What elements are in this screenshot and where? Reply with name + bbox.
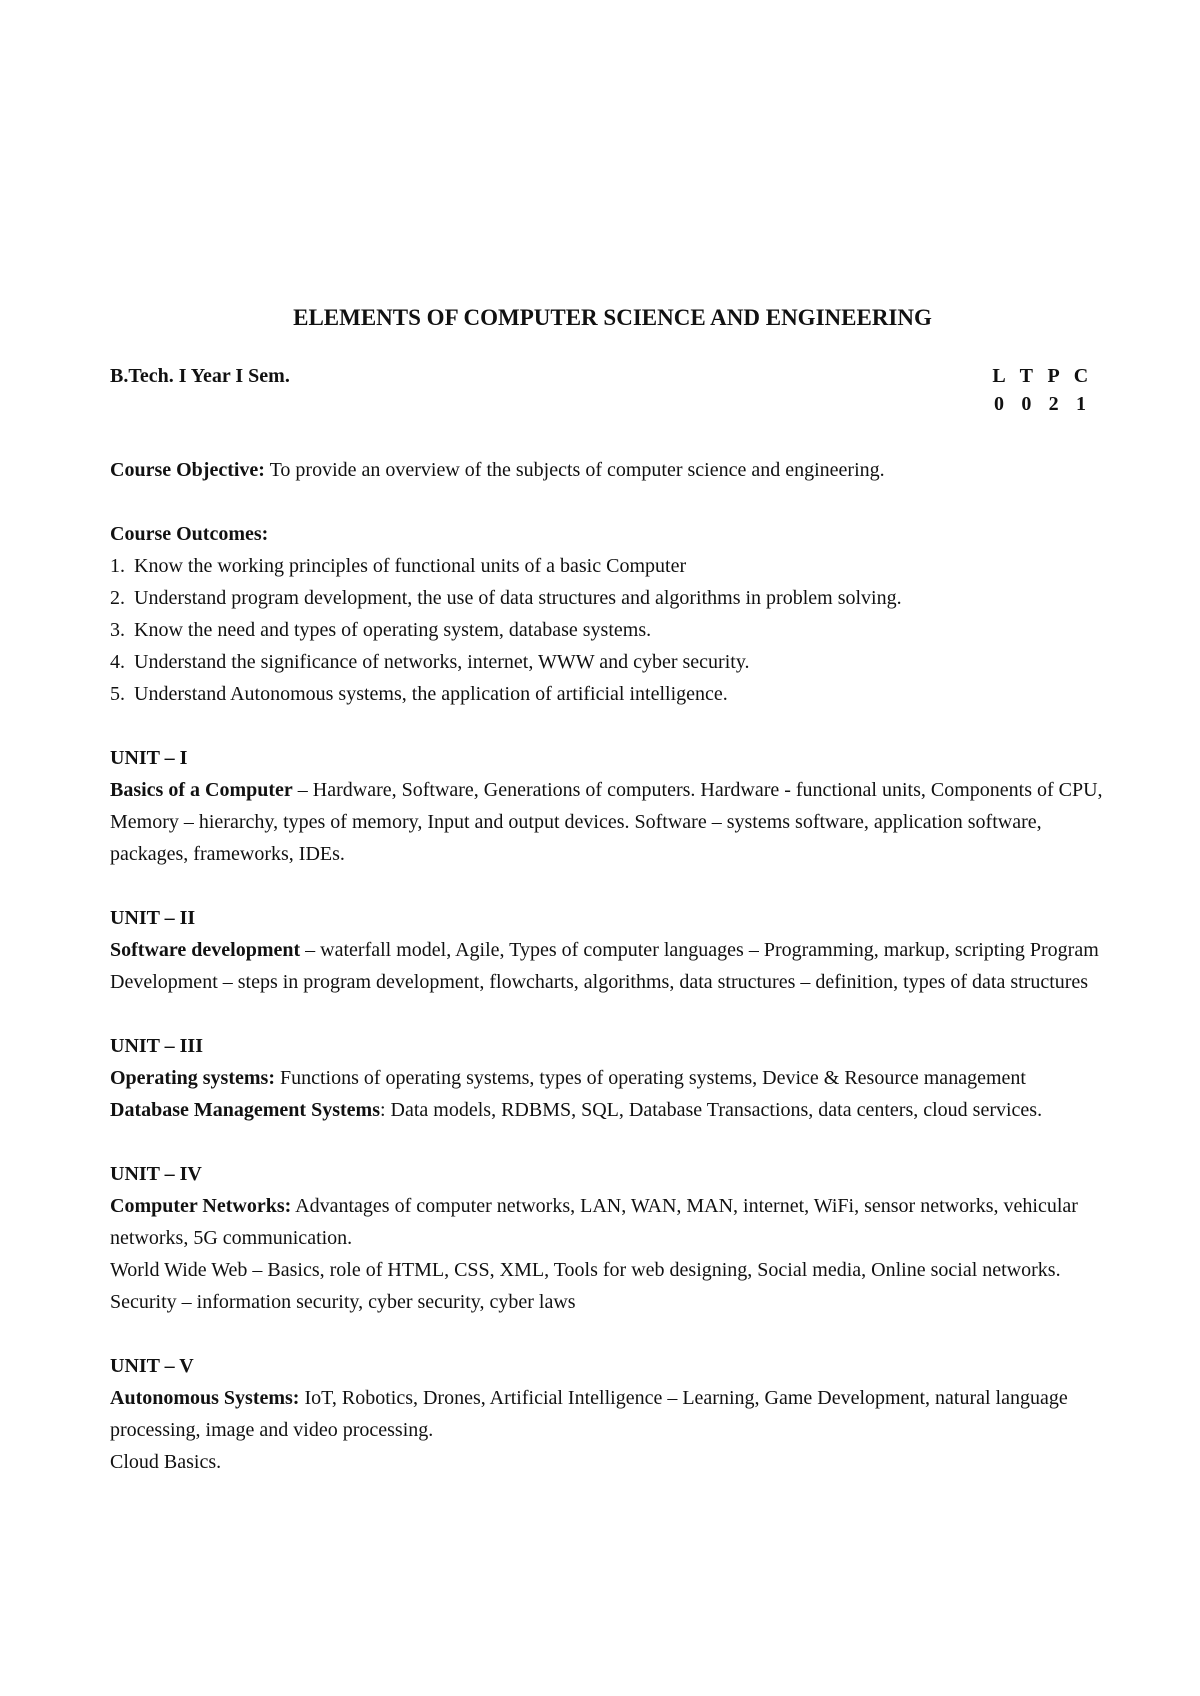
ltpc-label-t: T [1019,365,1033,387]
topic-text: : Data models, RDBMS, SQL, Database Transactions, data centers, cloud services. [379,1099,1043,1121]
topic-text: Cloud Basics. [110,1451,222,1473]
unit-heading: UNIT – III [110,1035,203,1057]
outcome-number: 1. [110,555,125,577]
topic-label: Software development [110,939,301,961]
semester-label: B.Tech. I Year I Sem. [110,365,290,387]
ltpc-label-l: L [992,365,1006,387]
outcomes-heading: Course Outcomes: [110,523,269,545]
topic-label: Operating systems: [110,1067,275,1089]
unit-paragraph [110,1382,1105,1446]
unit-heading: UNIT – V [110,1355,194,1377]
unit-1 [110,742,1105,870]
ltpc-value-t: 0 [1021,393,1032,415]
topic-text: Security – information security, cyber security, cyber laws [110,1291,576,1313]
outcome-number: 2. [110,587,125,609]
outcome-item [110,550,1105,582]
unit-heading: UNIT – IV [110,1163,202,1185]
topic-text: Functions of operating systems, types of operating systems, Device & Resource management [274,1067,1026,1089]
outcome-item [110,614,1105,646]
outcome-text: Understand Autonomous systems, the application of artificial intelligence. [134,683,728,705]
ltpc-value-l: 0 [994,393,1004,415]
unit-paragraph [110,774,1105,870]
topic-label: Computer Networks: [110,1195,292,1217]
ltpc-table [987,362,1093,418]
topic-text: World Wide Web – Basics, role of HTML, CSS, XML, Tools for web designing, Social media, Online social networks. [110,1259,1061,1281]
outcome-item [110,678,1105,710]
topic-text: Advantages of computer networks, LAN, WAN, MAN, internet, WiFi, sensor networks, vehicular networks, 5G communication. [110,1195,1078,1249]
ltpc-value-c: 1 [1075,393,1086,415]
outcome-text: Understand the significance of networks, internet, WWW and cyber security. [134,651,750,673]
outcome-number: 4. [110,651,125,673]
objective-label: Course Objective: [110,459,265,481]
unit-5 [110,1350,1105,1478]
outcome-text: Know the working principles of functional units of a basic Computer [134,555,687,577]
course-meta [110,362,1105,422]
outcome-item [110,646,1105,678]
unit-paragraph [110,1094,1105,1126]
outcome-text: Understand program development, the use of data structures and algorithms in problem solving. [134,587,902,609]
topic-label: Autonomous Systems: [110,1387,300,1409]
outcome-item [110,582,1105,614]
outcome-number: 3. [110,619,125,641]
unit-2 [110,902,1105,998]
topic-text: – Hardware, Software, Generations of computers. Hardware - functional units, Components of CPU, Memory – hierarchy, types of memory, Input and output devices. Software – systems software, application software, packages, frameworks, IDEs. [110,779,1103,865]
ltpc-values [987,390,1093,418]
unit-heading: UNIT – I [110,747,188,769]
ltpc-label-p: P [1047,365,1060,387]
unit-paragraph [110,1286,1105,1318]
unit-paragraph [110,1190,1105,1254]
unit-heading: UNIT – II [110,907,196,929]
unit-paragraph [110,1446,1105,1478]
unit-paragraph [110,1254,1105,1286]
topic-label: Basics of a Computer [110,779,293,801]
ltpc-labels [987,362,1093,390]
objective-text: To provide an overview of the subjects of computer science and engineering. [264,459,885,481]
topic-text: – waterfall model, Agile, Types of computer languages – Programming, markup, scripting Program Development – steps in program development, flowcharts, algorithms, data structures – definition, types of data structures [110,939,1099,993]
course-objective [110,454,1105,486]
unit-paragraph [110,1062,1105,1094]
topic-text: IoT, Robotics, Drones, Artificial Intelligence – Learning, Game Development, natural language processing, image and video processing. [110,1387,1068,1441]
ltpc-label-c: C [1073,365,1089,387]
topic-label: Database Management Systems [110,1099,380,1121]
unit-3 [110,1030,1105,1126]
unit-4 [110,1158,1105,1318]
outcomes-list [110,550,1105,710]
ltpc-value-p: 2 [1048,393,1059,415]
course-title: ELEMENTS OF COMPUTER SCIENCE AND ENGINEERING [293,305,932,330]
outcome-number: 5. [110,683,125,705]
unit-paragraph [110,934,1105,998]
outcome-text: Know the need and types of operating system, database systems. [134,619,652,641]
